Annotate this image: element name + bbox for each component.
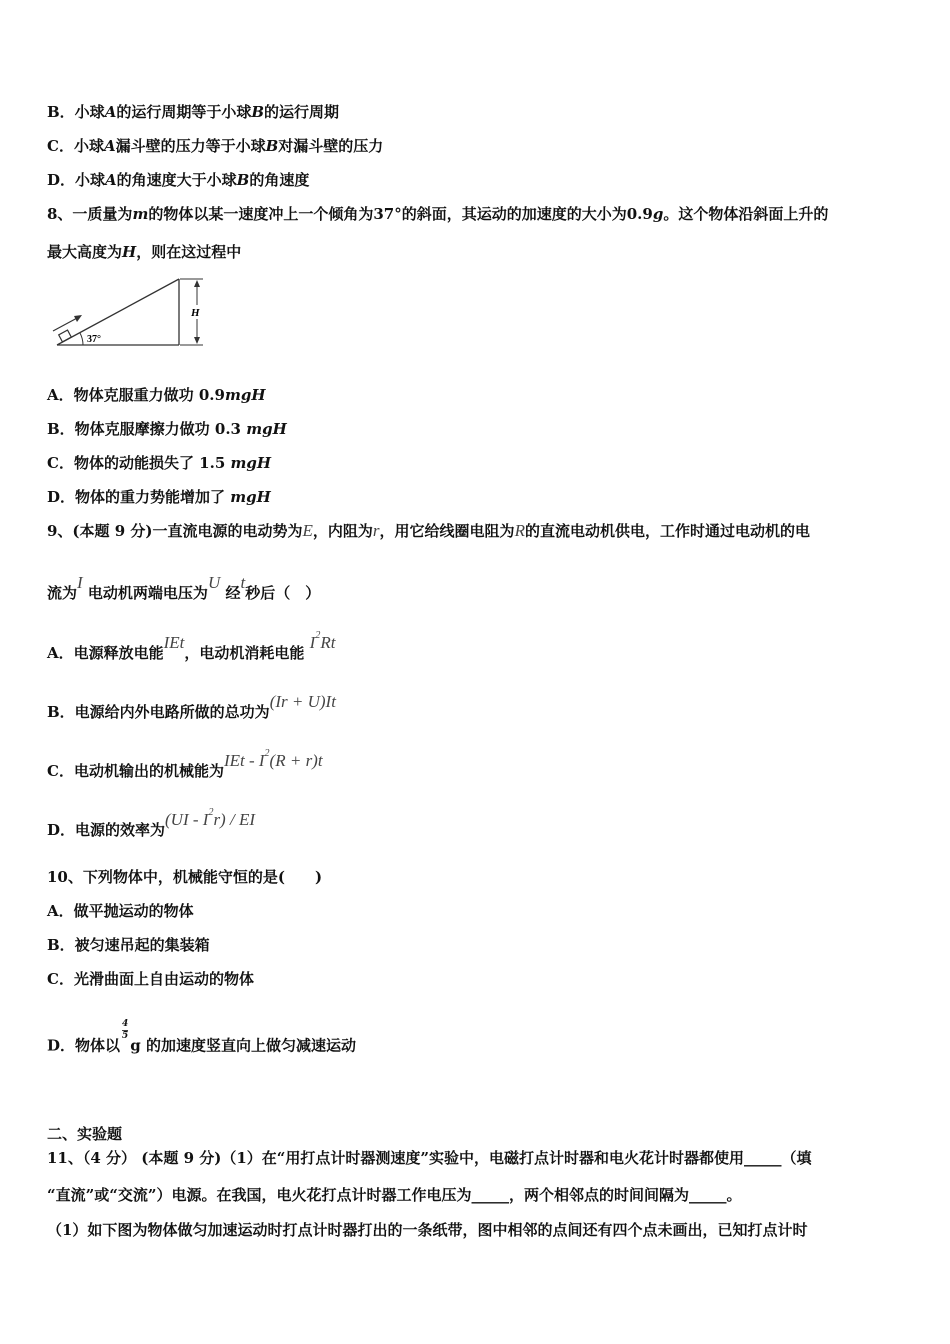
- q9-option-b: B．电源给内外电路所做的总功为(Ir + U)It: [47, 692, 336, 721]
- q10-option-b: B．被匀速吊起的集装箱: [47, 936, 210, 954]
- q8-option-d: D．物体的重力势能增加了 mgH: [47, 488, 271, 506]
- q9-option-d: D．电源的效率为$(UI - I^2r)$ / EI: [47, 807, 255, 839]
- q10-option-c: C．光滑曲面上自由运动的物体: [47, 970, 254, 988]
- height-label: H: [191, 307, 200, 319]
- q9-option-a: A．电源释放电能IEt，电动机消耗电能 $I^2Rt$: [47, 630, 336, 662]
- q9-stem-line1: 9、(本题 9 分)一直流电源的电动势为E，内阻为r，用它给线圈电阻为R的直流电动机供电，工作时通过电动机的电: [47, 521, 810, 540]
- q10-option-d: D．物体以$\frac{4}{5}$ g 的加速度竖直向上做匀减速运动: [47, 1019, 356, 1055]
- q10-option-a: A．做平抛运动的物体: [47, 902, 194, 920]
- q10-stem: 10、下列物体中，机械能守恒的是( ): [47, 868, 323, 886]
- q11-line1: 11、（4 分） (本题 9 分)（1）在“用打点计时器测速度”实验中，电磁打点计时器和电火花计时器都使用_____（填: [47, 1149, 812, 1167]
- q11-line2: “直流”或“交流”）电源。在我国，电火花打点计时器工作电压为_____，两个相邻点的时间间隔为_____。: [47, 1186, 742, 1204]
- q8-option-c: C．物体的动能损失了 1.5 mgH: [47, 454, 272, 472]
- q8-stem-line2: 最大高度为H，则在这过程中: [47, 243, 242, 261]
- q9-stem-line2: 流为I 电动机两端电压为U 经t秒后（ ）: [47, 573, 321, 602]
- q8-option-b: B．物体克服摩擦力做功 0.3 mgH: [47, 420, 287, 438]
- q11-line3: （1）如下图为物体做匀加速运动时打点计时器打出的一条纸带，图中相邻的点间还有四个点未画出，已知打点计时: [47, 1221, 808, 1239]
- q7-option-d: D．小球A的角速度大于小球B的角速度: [47, 171, 310, 189]
- q7-option-b: B．小球A的运行周期等于小球B的运行周期: [47, 103, 340, 121]
- q8-option-a: A．物体克服重力做功 0.9mgH: [47, 386, 266, 404]
- section-title: 二、实验题: [47, 1125, 123, 1143]
- q7-option-c: C．小球A漏斗壁的压力等于小球B对漏斗壁的压力: [47, 137, 384, 155]
- fraction-four-fifths: $\frac{4}{5}$: [122, 1019, 129, 1041]
- incline-figure: [45, 275, 210, 350]
- angle-label: 37°: [87, 334, 101, 345]
- q9-option-c: C．电动机输出的机械能为IEt - $I^2(R + r)t$: [47, 748, 323, 780]
- q8-stem-line1: 8、一质量为m的物体以某一速度冲上一个倾角为37°的斜面，其运动的加速度的大小为0.9g。这个物体沿斜面上升的: [47, 205, 829, 223]
